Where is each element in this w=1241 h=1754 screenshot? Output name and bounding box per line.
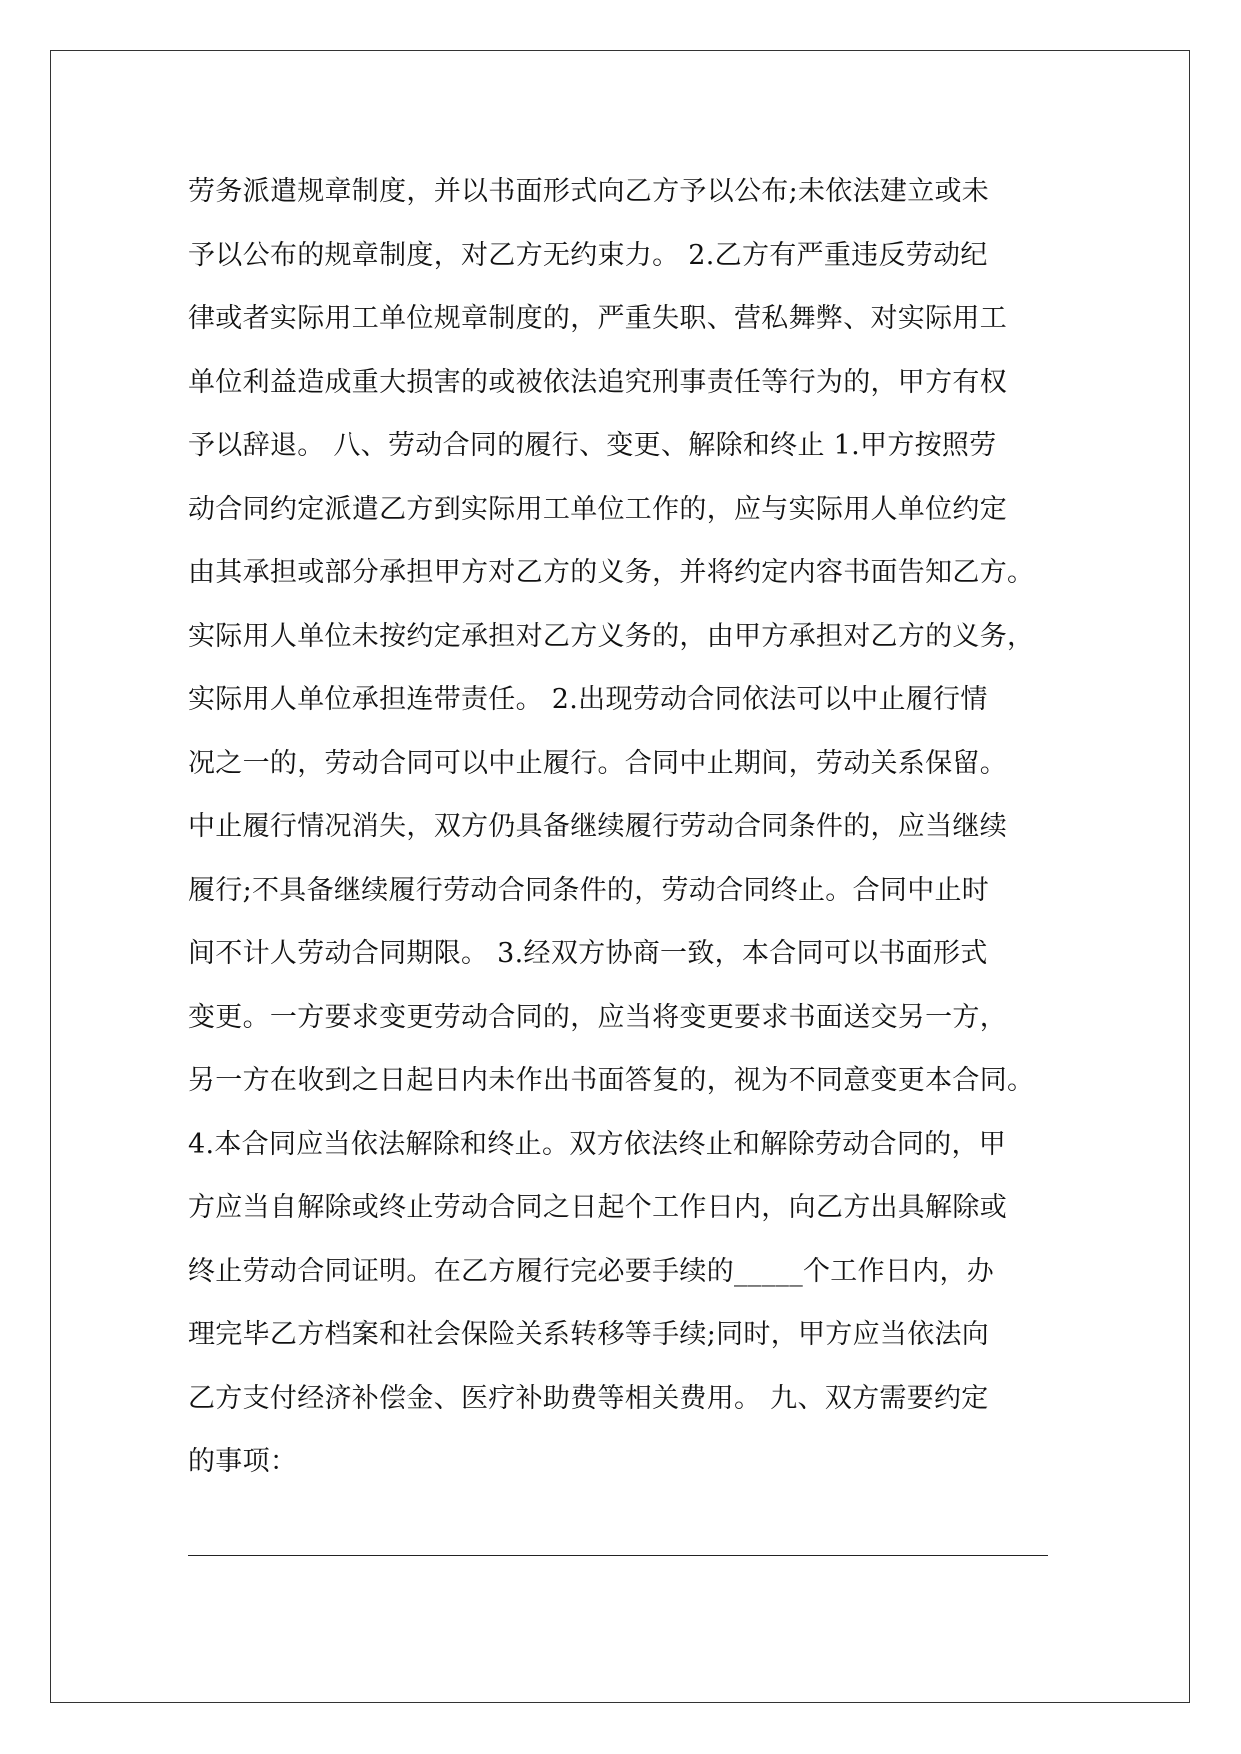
text-line: 律或者实际用工单位规章制度的，严重失职、营私舞弊、对实际用工 (188, 303, 1007, 334)
text-line: 4.本合同应当依法解除和终止。双方依法终止和解除劳动合同的，甲 (188, 1128, 1007, 1160)
text-line: 的事项： (188, 1446, 298, 1477)
text-line: 予以辞退。 八、劳动合同的履行、变更、解除和终止 1.甲方按照劳 (188, 430, 997, 461)
text-line: 变更。一方要求变更劳动合同的，应当将变更要求书面送交另一方， (188, 1001, 1007, 1033)
text-line: 理完毕乙方档案和社会保险关系转移等手续;同时，甲方应当依法向 (188, 1319, 990, 1350)
text-line: 终止劳动合同证明。在乙方履行完必要手续的_____个工作日内，办 (188, 1255, 995, 1287)
text-line: 实际用人单位承担连带责任。 2.出现劳动合同依法可以中止履行情 (188, 684, 988, 715)
text-line: 予以公布的规章制度，对乙方无约束力。 2.乙方有严重违反劳动纪 (188, 239, 988, 271)
text-line: 劳务派遣规章制度，并以书面形式向乙方予以公布;未依法建立或未 (188, 176, 990, 207)
text-line: 动合同约定派遣乙方到实际用工单位工作的，应与实际用人单位约定 (188, 493, 1007, 525)
fill-in-blank-line (188, 1555, 1048, 1556)
text-line: 单位利益造成重大损害的或被依法追究刑事责任等行为的，甲方有权 (188, 366, 1007, 398)
text-line: 乙方支付经济补偿金、医疗补助费等相关费用。 九、双方需要约定 (188, 1382, 989, 1414)
contract-body-text (188, 160, 1068, 1494)
text-line: 履行;不具备继续履行劳动合同条件的，劳动合同终止。合同中止时 (188, 874, 990, 906)
text-line: 实际用人单位未按约定承担对乙方义务的，由甲方承担对乙方的义务， (188, 620, 1035, 652)
text-line: 况之一的，劳动合同可以中止履行。合同中止期间，劳动关系保留。 (188, 747, 1007, 779)
text-line: 方应当自解除或终止劳动合同之日起个工作日内，向乙方出具解除或 (188, 1192, 1007, 1223)
text-line: 另一方在收到之日起日内未作出书面答复的，视为不同意变更本合同。 (188, 1065, 1035, 1096)
text-line: 由其承担或部分承担甲方对乙方的义务，并将约定内容书面告知乙方。 (188, 557, 1035, 588)
text-line: 中止履行情况消失，双方仍具备继续履行劳动合同条件的，应当继续 (188, 811, 1007, 842)
text-line: 间不计人劳动合同期限。 3.经双方协商一致，本合同可以书面形式 (188, 938, 988, 969)
